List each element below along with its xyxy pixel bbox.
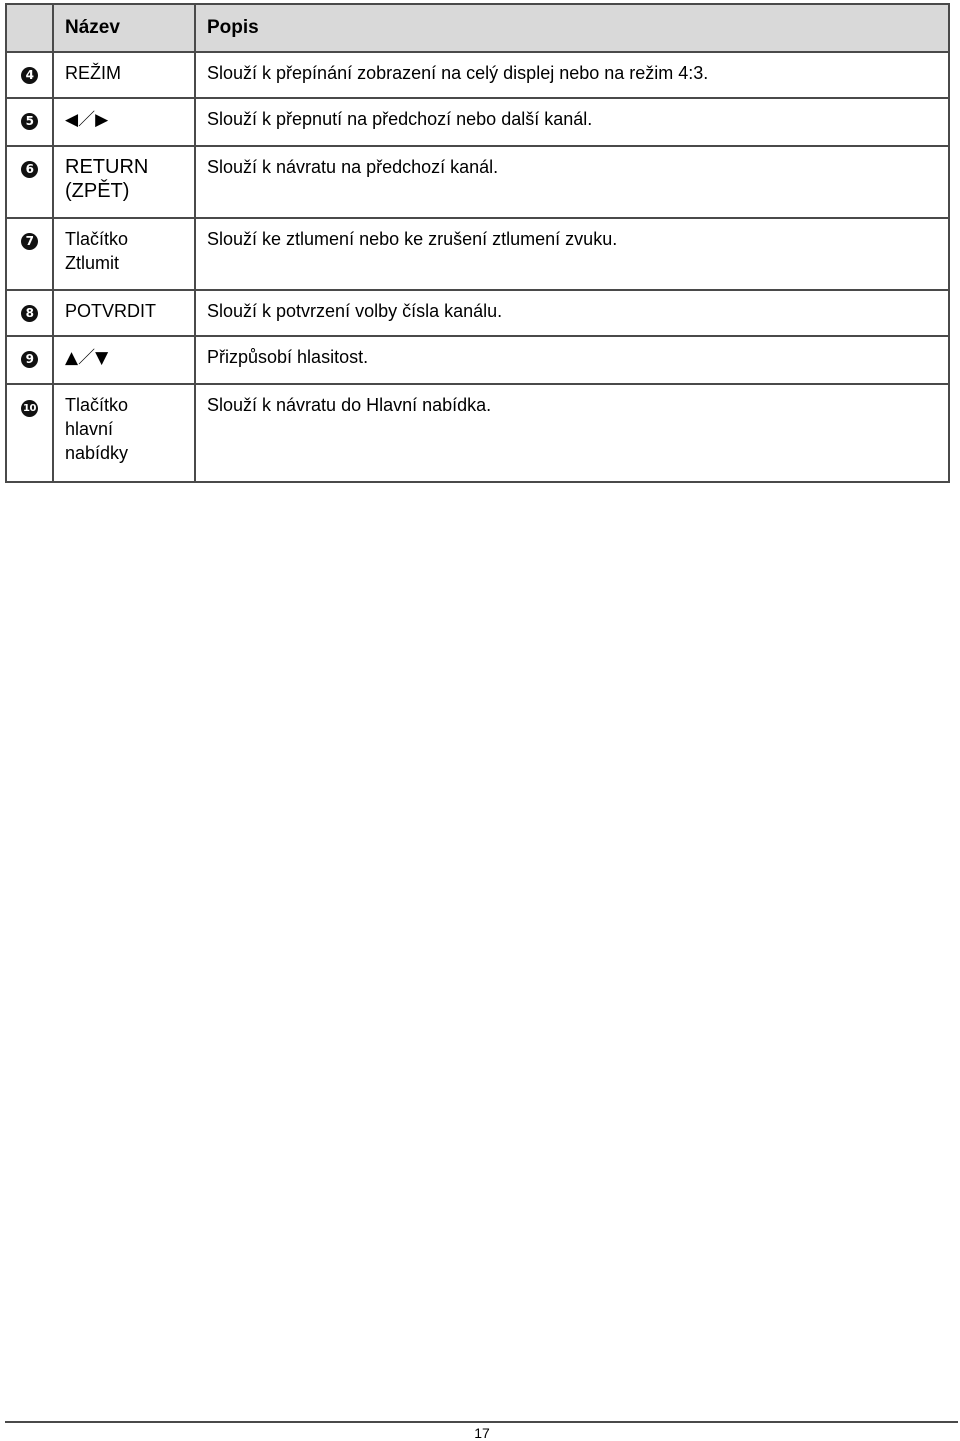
button-name: Tlačítko hlavní nabídky	[53, 384, 195, 482]
table-row	[6, 290, 949, 336]
button-description: Slouží k potvrzení volby čísla kanálu.	[195, 290, 949, 336]
footer-divider	[5, 1421, 958, 1423]
item-number-badge: 5	[21, 113, 38, 130]
button-description: Slouží ke ztlumení nebo ke zrušení ztlumení zvuku.	[195, 218, 949, 290]
up-down-arrows-icon: ▲／▼	[65, 348, 109, 368]
table-header-row	[6, 4, 949, 52]
table-row	[6, 52, 949, 98]
item-number-badge: 6	[21, 161, 38, 178]
table-row	[6, 98, 949, 146]
table-row	[6, 146, 949, 218]
item-number-badge: 4	[21, 67, 38, 84]
table-row	[6, 218, 949, 290]
button-description: Slouží k návratu na předchozí kanál.	[195, 146, 949, 218]
table-row	[6, 336, 949, 384]
table-row	[6, 384, 949, 482]
item-number-badge: 8	[21, 305, 38, 322]
button-description: Přizpůsobí hlasitost.	[195, 336, 949, 384]
item-number-badge: 9	[21, 351, 38, 368]
button-name: REŽIM	[53, 52, 195, 98]
button-name: POTVRDIT	[53, 290, 195, 336]
item-number-badge: 10	[21, 400, 38, 417]
button-name: Tlačítko Ztlumit	[53, 218, 195, 290]
item-number-badge: 7	[21, 233, 38, 250]
header-description: Popis	[195, 4, 949, 52]
button-description: Slouží k přepnutí na předchozí nebo další kanál.	[195, 98, 949, 146]
button-description: Slouží k přepínání zobrazení na celý displej nebo na režim 4:3.	[195, 52, 949, 98]
button-description: Slouží k návratu do Hlavní nabídka.	[195, 384, 949, 482]
remote-buttons-table	[5, 3, 950, 483]
header-number	[6, 4, 53, 52]
button-name: RETURN (ZPĚT)	[53, 146, 195, 218]
header-name: Název	[53, 4, 195, 52]
left-right-arrows-icon: ◀／▶	[65, 110, 109, 130]
page-number: 17	[474, 1425, 490, 1441]
